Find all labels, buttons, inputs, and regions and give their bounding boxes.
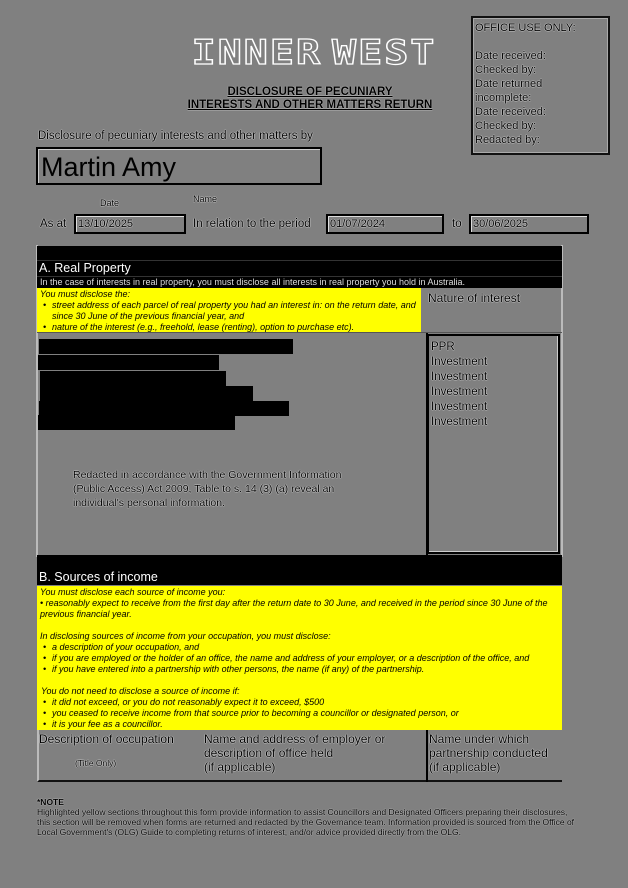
period-to-field[interactable]: 30/06/2025 bbox=[469, 214, 589, 234]
occupation-list bbox=[40, 642, 559, 675]
col-occupation bbox=[39, 732, 199, 770]
guidance-intro: You must disclose the: bbox=[40, 289, 131, 299]
income-intro: You must disclose each source of income you: bbox=[40, 587, 226, 597]
as-at-date-field[interactable]: 13/10/2025 bbox=[74, 214, 186, 234]
nature-value: Investment bbox=[431, 386, 488, 398]
logo-word-inner: INNER bbox=[191, 33, 323, 73]
period-from-field[interactable]: 01/07/2024 bbox=[326, 214, 444, 234]
section-a-title: A. Real Property bbox=[37, 260, 562, 276]
nature-value: Investment bbox=[431, 356, 488, 368]
divider bbox=[37, 332, 562, 333]
form-title-line1: DISCLOSURE OF PECUNIARY bbox=[227, 86, 393, 98]
period-label: In relation to the period bbox=[193, 218, 311, 230]
logo-word-west: WEST bbox=[332, 33, 437, 73]
form-title bbox=[150, 86, 470, 112]
occupation-item: • a description of your occupation, and bbox=[52, 642, 559, 653]
section-a-guidance bbox=[37, 288, 421, 332]
office-use-box bbox=[471, 16, 610, 155]
income-intro-item: • reasonably expect to receive from the first day after the return date to 30 June, and received in the period since 30 June of the previous financial year. bbox=[40, 598, 548, 619]
guidance-item: • nature of the interest (e.g., freehold, lease (renting), option to purchase etc). bbox=[52, 322, 418, 333]
redaction-note: Redacted in accordance with the Government Information (Public Access) Act 2009, Table to s. 14 (3) (a) reveal an individual's personal information. bbox=[73, 469, 342, 509]
redacted-address bbox=[38, 355, 219, 370]
nature-value: Investment bbox=[431, 401, 488, 413]
redacted-address bbox=[40, 386, 253, 401]
col-occupation-sub: (Title Only) bbox=[75, 758, 117, 768]
col-occupation-label: Description of occupation bbox=[39, 732, 174, 746]
col-employer-label: Name and address of employer or description of office held bbox=[204, 732, 386, 760]
exempt-item: • it did not exceed, or you do not reasonably expect it to exceed, $500 bbox=[52, 697, 559, 708]
footer-note bbox=[37, 797, 582, 837]
section-a-header bbox=[37, 246, 562, 288]
office-use-line: incomplete: bbox=[475, 92, 532, 104]
office-use-heading: OFFICE USE ONLY: bbox=[475, 22, 576, 34]
occupation-item: • if you have entered into a partnership with other persons, the name (if any) of the partnership. bbox=[52, 664, 559, 675]
guidance-item: • street address of each parcel of real property you had an interest in: on the return date, and since 30 June of the previous financial year, and bbox=[52, 300, 418, 322]
office-use-line: Checked by: bbox=[475, 64, 537, 76]
office-use-line: Redacted by: bbox=[475, 134, 540, 146]
occupation-intro: In disclosing sources of income from your occupation, you must disclose: bbox=[40, 631, 331, 641]
col-partnership-sub: (if applicable) bbox=[429, 760, 501, 774]
col-employer-sub: (if applicable) bbox=[204, 760, 276, 774]
form-title-line2: INTERESTS AND OTHER MATTERS RETURN bbox=[187, 99, 433, 111]
col-partnership bbox=[429, 732, 561, 774]
exempt-item: • you ceased to receive income from that source prior to becoming a councillor or designated person, or bbox=[52, 708, 559, 719]
to-label: to bbox=[452, 218, 462, 230]
exempt-item: • it is your fee as a councillor. bbox=[52, 719, 559, 730]
discloser-name-field[interactable]: Martin Amy bbox=[36, 147, 322, 185]
nature-value: PPR bbox=[431, 341, 455, 353]
redacted-address bbox=[39, 401, 289, 416]
name-caption: Name bbox=[193, 194, 218, 204]
section-b-header bbox=[37, 555, 562, 585]
exempt-intro: You do not need to disclose a source of income if: bbox=[41, 686, 240, 696]
section-a-subtitle: In the case of interests in real property, you must disclose all interests in real property you hold in Australia. bbox=[37, 276, 562, 288]
office-use-line: Checked by: bbox=[475, 120, 537, 132]
column-divider bbox=[426, 730, 428, 782]
office-use-line: Date received: bbox=[475, 106, 546, 118]
nature-value: Investment bbox=[431, 371, 488, 383]
as-at-label: As at bbox=[40, 218, 67, 230]
note-text: Highlighted yellow sections throughout this form provide information to assist Councillors and Designated Officers preparing their disclosures, this section will be removed when forms are returned and redacted by the Governance team. Information provided is sourced from the Office of Local Government's (OLG) Guide to completing returns of interest, and/or advice provided directly from the OLG. bbox=[37, 807, 575, 837]
exempt-list bbox=[40, 697, 559, 730]
office-use-line: Date received: bbox=[475, 50, 546, 62]
office-use-line: Date returned bbox=[475, 78, 543, 90]
redacted-address bbox=[39, 339, 293, 354]
date-caption: Date bbox=[100, 198, 120, 208]
inner-west-logo bbox=[178, 32, 450, 74]
note-heading: *NOTE bbox=[37, 797, 64, 807]
nature-of-interest-field[interactable] bbox=[427, 334, 560, 554]
col-employer bbox=[204, 732, 419, 774]
nature-header: Nature of interest bbox=[428, 291, 521, 305]
occupation-item: • if you are employed or the holder of an office, the name and address of your employer, or a description of the office, and bbox=[52, 653, 559, 664]
redacted-address bbox=[38, 415, 235, 430]
section-b-guidance bbox=[37, 586, 562, 730]
nature-value: Investment bbox=[431, 416, 488, 428]
section-b-title: B. Sources of income bbox=[39, 570, 158, 584]
redacted-address bbox=[40, 371, 226, 386]
discloser-label: Disclosure of pecuniary interests and other matters by bbox=[38, 130, 313, 142]
guidance-list bbox=[40, 300, 418, 333]
col-partnership-label: Name under which partnership conducted bbox=[429, 732, 548, 760]
